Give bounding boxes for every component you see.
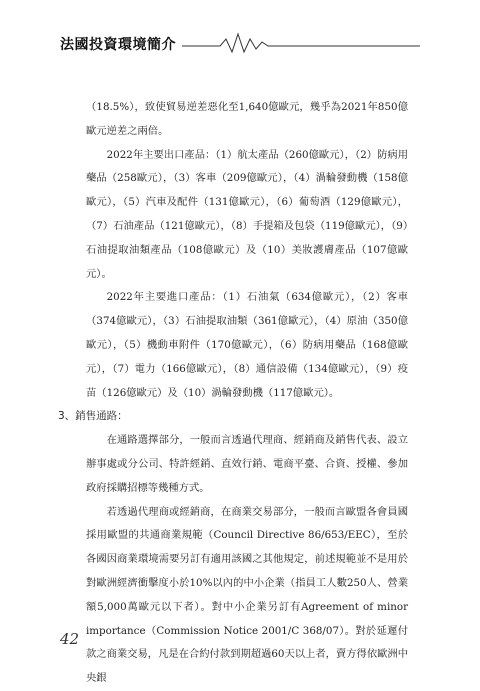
header-title: 法國投資環境簡介 bbox=[60, 37, 176, 53]
paragraph-trade-deficit: （18.5%），致使貿易逆差惡化至1,640億歐元，幾乎為2021年850億歐元逆差之兩倍。 bbox=[86, 101, 408, 137]
paragraph-channel-selection: 在通路選擇部分，一般而言透過代理商、經銷商及銷售代表、設立辦事處或分公司、特許經銷、直效行銷、電商平臺、合資、授權、參加政府採購招標等幾種方式。 bbox=[86, 434, 408, 494]
paragraph-exports: 2022年主要出口產品：（1）航太產品（260億歐元），（2）防病用藥品（258歐元），（3）客車（209億歐元），（4）渦輪發動機（158億歐元），（5）汽車及配件（131億歐元），（6）葡萄酒（129億歐元），（7）石油產品（121億歐元），（8）手提箱及包袋（119億歐元），（9）石油提取油類產品（108億歐元）及（10）美妝護膚產品（107億歐元）。 bbox=[86, 148, 408, 280]
section-title-sales-channels: 3、銷售通路： bbox=[58, 410, 128, 423]
paragraph-agents-distributors: 若透過代理商或經銷商，在商業交易部分，一般而言歐盟各會員國採用歐盟的共通商業規範（Council Directive 86/653/EEC），至於各國因商業環境需要另訂有適用該國之其他規定，前述規範並不是用於對歐洲經濟衝擊度小於10%以內的中小企業（指員工人數250人、營業額5,000萬歐元以下者）。對中小企業另訂有Agreement of minor importance（Commission Notice 2001/C 368/07）。對於延遲付款之商業交易，凡是在合約付款到期超過60天以上者，賣方得依歐洲中央銀 bbox=[86, 505, 409, 685]
page-header bbox=[60, 30, 420, 56]
page-number: 42 bbox=[60, 630, 80, 648]
paragraph-imports: 2022年主要進口產品：（1）石油氣（634億歐元），（2）客車（374億歐元），（3）石油提取油類（361億歐元），（4）原油（350億歐元），（5）機動車附件（170億歐元），（6）防病用藥品（168億歐元），（7）電力（166億歐元），（8）通信設備（134億歐元），（9）疫苗（126億歐元）及（10）渦輪發動機（117億歐元）。 bbox=[86, 291, 408, 399]
